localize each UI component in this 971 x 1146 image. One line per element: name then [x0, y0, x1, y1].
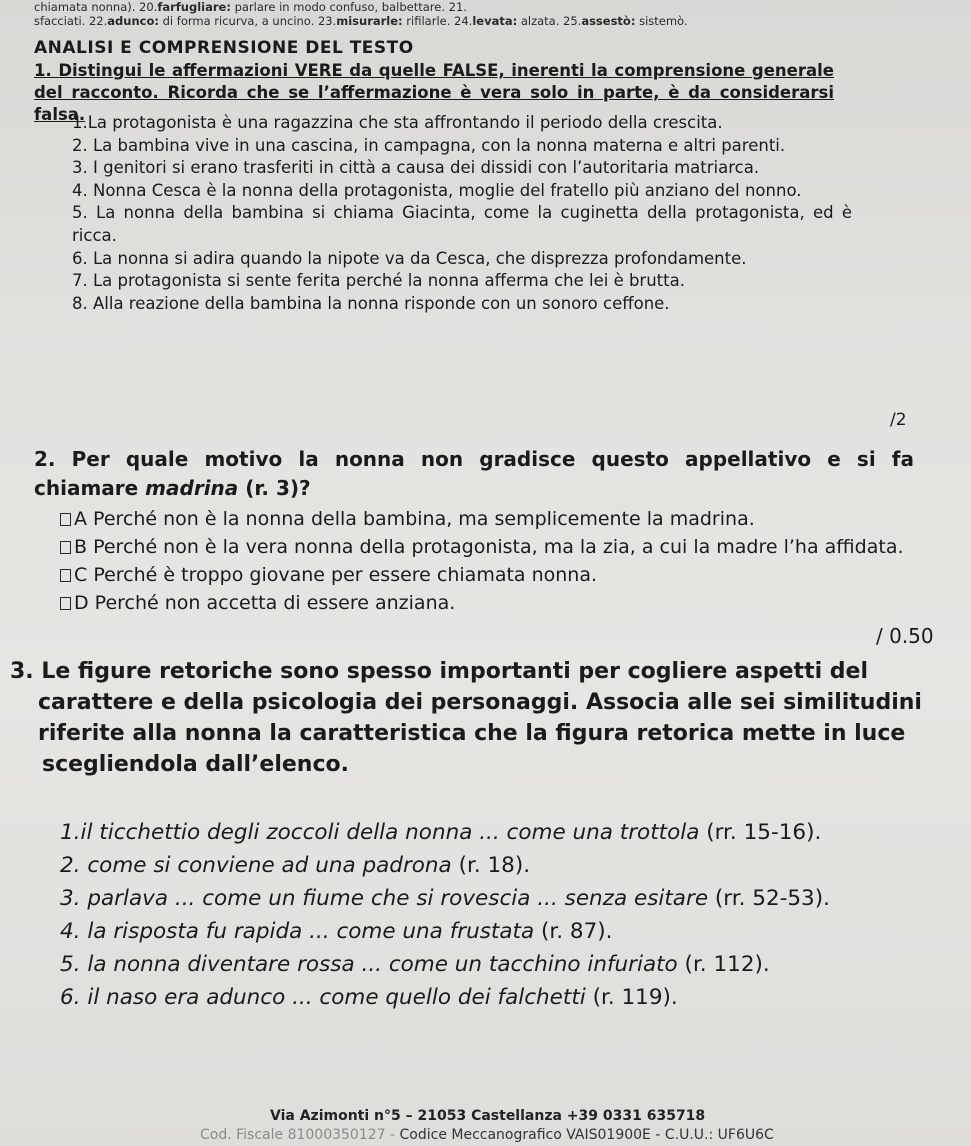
simile-ref: (rr. 52-53).: [708, 886, 830, 911]
statement-4: 4. Nonna Cesca è la nonna della protagonista, moglie del fratello più anziano del nonno.: [72, 180, 802, 200]
checkbox-a[interactable]: [60, 513, 71, 526]
simile-text: 1.il ticchettio degli zoccoli della nonna ... come una trottola: [60, 820, 700, 845]
simile-ref: (r. 112).: [677, 952, 770, 977]
simile-2: [60, 849, 960, 882]
checkbox-d[interactable]: [60, 597, 71, 610]
question-1-score: /2: [890, 410, 907, 430]
checkbox-b[interactable]: [60, 541, 71, 554]
question-2-heading: [34, 445, 914, 503]
simile-1: [60, 816, 960, 849]
q2-italic-term: madrina: [145, 476, 239, 500]
glossary-lines: [34, 0, 688, 28]
glossary-line-2: [34, 14, 688, 28]
glossary-text: sfacciati. 22.: [34, 14, 108, 28]
option-a[interactable]: [60, 505, 940, 533]
footer-address: Via Azimonti n°5 – 21053 Castellanza +39 0331 635718: [270, 1108, 706, 1124]
simile-text: 3. parlava ... come un fiume che si rovescia ... senza esitare: [60, 886, 709, 911]
question-2-line-2: [34, 476, 311, 500]
question-2-score: / 0.50: [876, 624, 934, 648]
footer-codes: [200, 1127, 774, 1143]
checkbox-c[interactable]: [60, 569, 71, 582]
simile-ref: (rr. 15-16).: [699, 820, 822, 845]
glossary-term: adunco:: [107, 14, 159, 28]
question-1-heading: 1. Distingui le affermazioni VERE da quelle FALSE, inerenti la comprensione generale del racconto. Ricorda che se l’affermazione è vera solo in parte, è da considerarsi falsa.: [34, 61, 834, 124]
glossary-term: assestò:: [581, 14, 636, 28]
glossary-text: chiamata nonna). 20.: [34, 0, 158, 14]
question-3-similes: [60, 816, 960, 1014]
simile-5: [60, 948, 960, 981]
option-c[interactable]: [60, 561, 940, 589]
glossary-line-1: [34, 0, 688, 14]
option-text: Perché non accetta di essere anziana.: [88, 592, 456, 614]
question-3-line-4: scegliendola dall’elenco.: [42, 752, 349, 777]
statement-2: 2. La bambina vive in una cascina, in campagna, con la nonna materna e altri parenti.: [72, 135, 786, 155]
statement-3: 3. I genitori si erano trasferiti in città a causa dei dissidi con l’autoritaria matriarca.: [72, 158, 760, 178]
statement-6: 6. La nonna si adira quando la nipote va da Cesca, che disprezza profondamente.: [72, 248, 747, 268]
glossary-text: alzata. 25.: [517, 14, 582, 28]
option-letter: D: [74, 592, 89, 614]
statement-7: 7. La protagonista si sente ferita perché la nonna afferma che lei è brutta.: [72, 271, 685, 291]
option-d[interactable]: [60, 589, 940, 617]
glossary-term: levata:: [472, 14, 518, 28]
option-text: Perché è troppo giovane per essere chiamata nonna.: [87, 564, 598, 586]
q2-text: (r. 3)?: [238, 476, 311, 500]
section-title: ANALISI E COMPRENSIONE DEL TESTO: [34, 38, 414, 58]
simile-text: 5. la nonna diventare rossa ... come un tacchino infuriato: [60, 952, 678, 977]
simile-ref: (r. 18).: [451, 853, 531, 878]
simile-text: 2. come si conviene ad una padrona: [60, 853, 452, 878]
statement-8: 8. Alla reazione della bambina la nonna risponde con un sonoro ceffone.: [72, 293, 670, 313]
option-letter: B: [74, 536, 88, 558]
option-letter: C: [74, 564, 88, 586]
simile-6: [60, 981, 960, 1014]
simile-ref: (r. 119).: [585, 985, 678, 1010]
option-b[interactable]: [60, 533, 940, 561]
glossary-text: parlare in modo confuso, balbettare. 21.: [230, 0, 467, 14]
simile-text: 6. il naso era adunco ... come quello dei falchetti: [60, 985, 586, 1010]
question-3-heading: [10, 656, 971, 780]
question-3-line-3: riferite alla nonna la caratteristica che la figura retorica mette in luce: [38, 721, 906, 746]
glossary-text: sistemò.: [635, 14, 688, 28]
simile-4: [60, 915, 960, 948]
statement-1: 1.La protagonista è una ragazzina che sta affrontando il periodo della crescita.: [72, 113, 723, 132]
question-2-options: [60, 505, 940, 617]
glossary-term: misurarle:: [336, 14, 403, 28]
glossary-text: rifilarle. 24.: [402, 14, 473, 28]
simile-text: 4. la risposta fu rapida ... come una frustata: [60, 919, 535, 944]
simile-3: [60, 882, 960, 915]
footer-school-code: Codice Meccanografico VAIS01900E - C.U.U.: UF6U6C: [399, 1127, 774, 1143]
question-2-line-1: 2. Per quale motivo la nonna non gradisce questo appellativo e si fa: [34, 447, 914, 471]
simile-ref: (r. 87).: [534, 919, 613, 944]
glossary-text: di forma ricurva, a uncino. 23.: [158, 14, 337, 28]
question-3-line-1: 3. Le figure retoriche sono spesso importanti per cogliere aspetti del: [10, 659, 868, 684]
q2-text: chiamare: [34, 476, 146, 500]
option-letter: A: [74, 508, 87, 530]
question-3-line-2: carattere e della psicologia dei personaggi. Associa alle sei similitudini: [38, 690, 922, 715]
glossary-term: farfugliare:: [157, 0, 231, 14]
statement-5: 5. La nonna della bambina si chiama Giacinta, come la cuginetta della protagonista, ed è ricca.: [72, 203, 852, 245]
option-text: Perché non è la vera nonna della protagonista, ma la zia, a cui la madre l’ha affidata.: [87, 536, 904, 558]
footer-fiscal-code: Cod. Fiscale 81000350127 -: [200, 1127, 400, 1143]
question-1-statements: [72, 112, 852, 315]
option-text: Perché non è la nonna della bambina, ma semplicemente la madrina.: [87, 508, 755, 530]
